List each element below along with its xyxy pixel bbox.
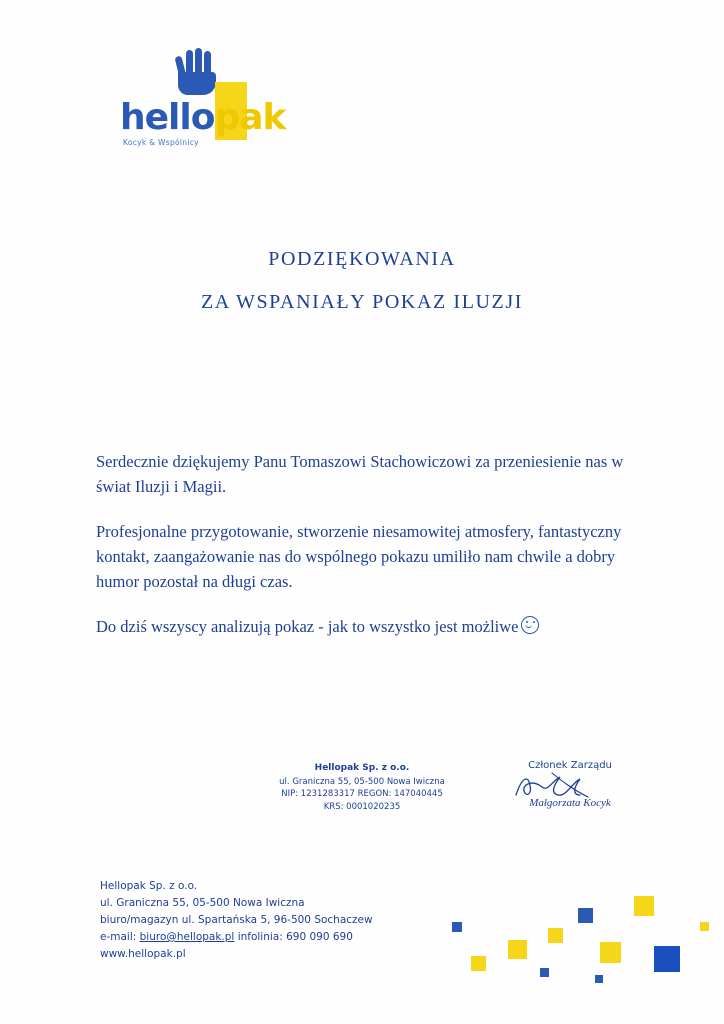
- footer-line-1: Hellopak Sp. z o.o.: [100, 880, 198, 892]
- logo-tagline: Kocyk & Wspólnicy: [123, 138, 199, 147]
- deco-square-6: [600, 942, 621, 963]
- signature-name: Małgorzata Kocyk: [529, 797, 611, 809]
- signature-role: Członek Zarządu: [528, 760, 612, 771]
- deco-square-3: [508, 940, 527, 959]
- letter-body: [96, 432, 636, 639]
- logo-word-secondary: pak: [214, 97, 286, 138]
- signature-block: [480, 760, 660, 809]
- paragraph-3: [96, 614, 636, 639]
- footer-email-prefix: e-mail:: [100, 931, 140, 943]
- handwritten-signature-icon: [480, 773, 660, 799]
- deco-square-11: [700, 922, 709, 931]
- footer-email-link[interactable]: biuro@hellopak.pl: [139, 931, 235, 943]
- footer-contact: [100, 878, 373, 963]
- deco-square-7: [634, 896, 654, 916]
- deco-square-2: [471, 956, 486, 971]
- stamp-line-4: KRS: 0001020235: [323, 802, 401, 812]
- company-stamp: [272, 762, 452, 814]
- page-title: [0, 248, 724, 314]
- paragraph-2: Profesjonalne przygotowanie, stworzenie niesamowitej atmosfery, fantastyczny kontakt, zaangażowanie nas do wspólnego pokazu umiliło nam chwile a dobry humor pozostał na długi czas.: [96, 521, 622, 591]
- deco-square-5: [578, 908, 593, 923]
- footer-line-2: ul. Graniczna 55, 05-500 Nowa Iwiczna: [100, 897, 305, 909]
- logo-word-primary: hello: [120, 97, 215, 138]
- title-line-1: PODZIĘKOWANIA: [268, 248, 456, 270]
- logo-wordmark: [120, 97, 286, 138]
- footer-line-4: [100, 929, 373, 946]
- stamp-line-1: Hellopak Sp. z o.o.: [314, 763, 410, 773]
- stamp-line-2: ul. Graniczna 55, 05-500 Nowa Iwiczna: [279, 776, 445, 787]
- paragraph-1: Serdecznie dziękujemy Panu Tomaszowi Stachowiczowi za przeniesienie nas w świat Iluzji i Magii.: [96, 451, 624, 496]
- stamp-line-3: NIP: 1231283317 REGON: 147040445: [281, 789, 443, 800]
- footer-line-3: biuro/magazyn ul. Spartańska 5, 96-500 Sochaczew: [100, 914, 373, 926]
- deco-square-8: [654, 946, 680, 972]
- deco-square-10: [540, 968, 549, 977]
- paragraph-3-text: Do dziś wszyscy analizują pokaz - jak to wszystko jest możliwe: [96, 616, 519, 636]
- smiley-icon: [521, 616, 539, 634]
- company-logo: [120, 42, 320, 152]
- deco-square-4: [548, 928, 563, 943]
- footer-website[interactable]: www.hellopak.pl: [100, 948, 186, 960]
- title-line-2: ZA WSPANIAŁY POKAZ ILUZJI: [200, 291, 524, 313]
- deco-square-9: [595, 975, 603, 983]
- footer-phone: infolinia: 690 090 690: [234, 931, 353, 943]
- deco-square-1: [452, 922, 462, 932]
